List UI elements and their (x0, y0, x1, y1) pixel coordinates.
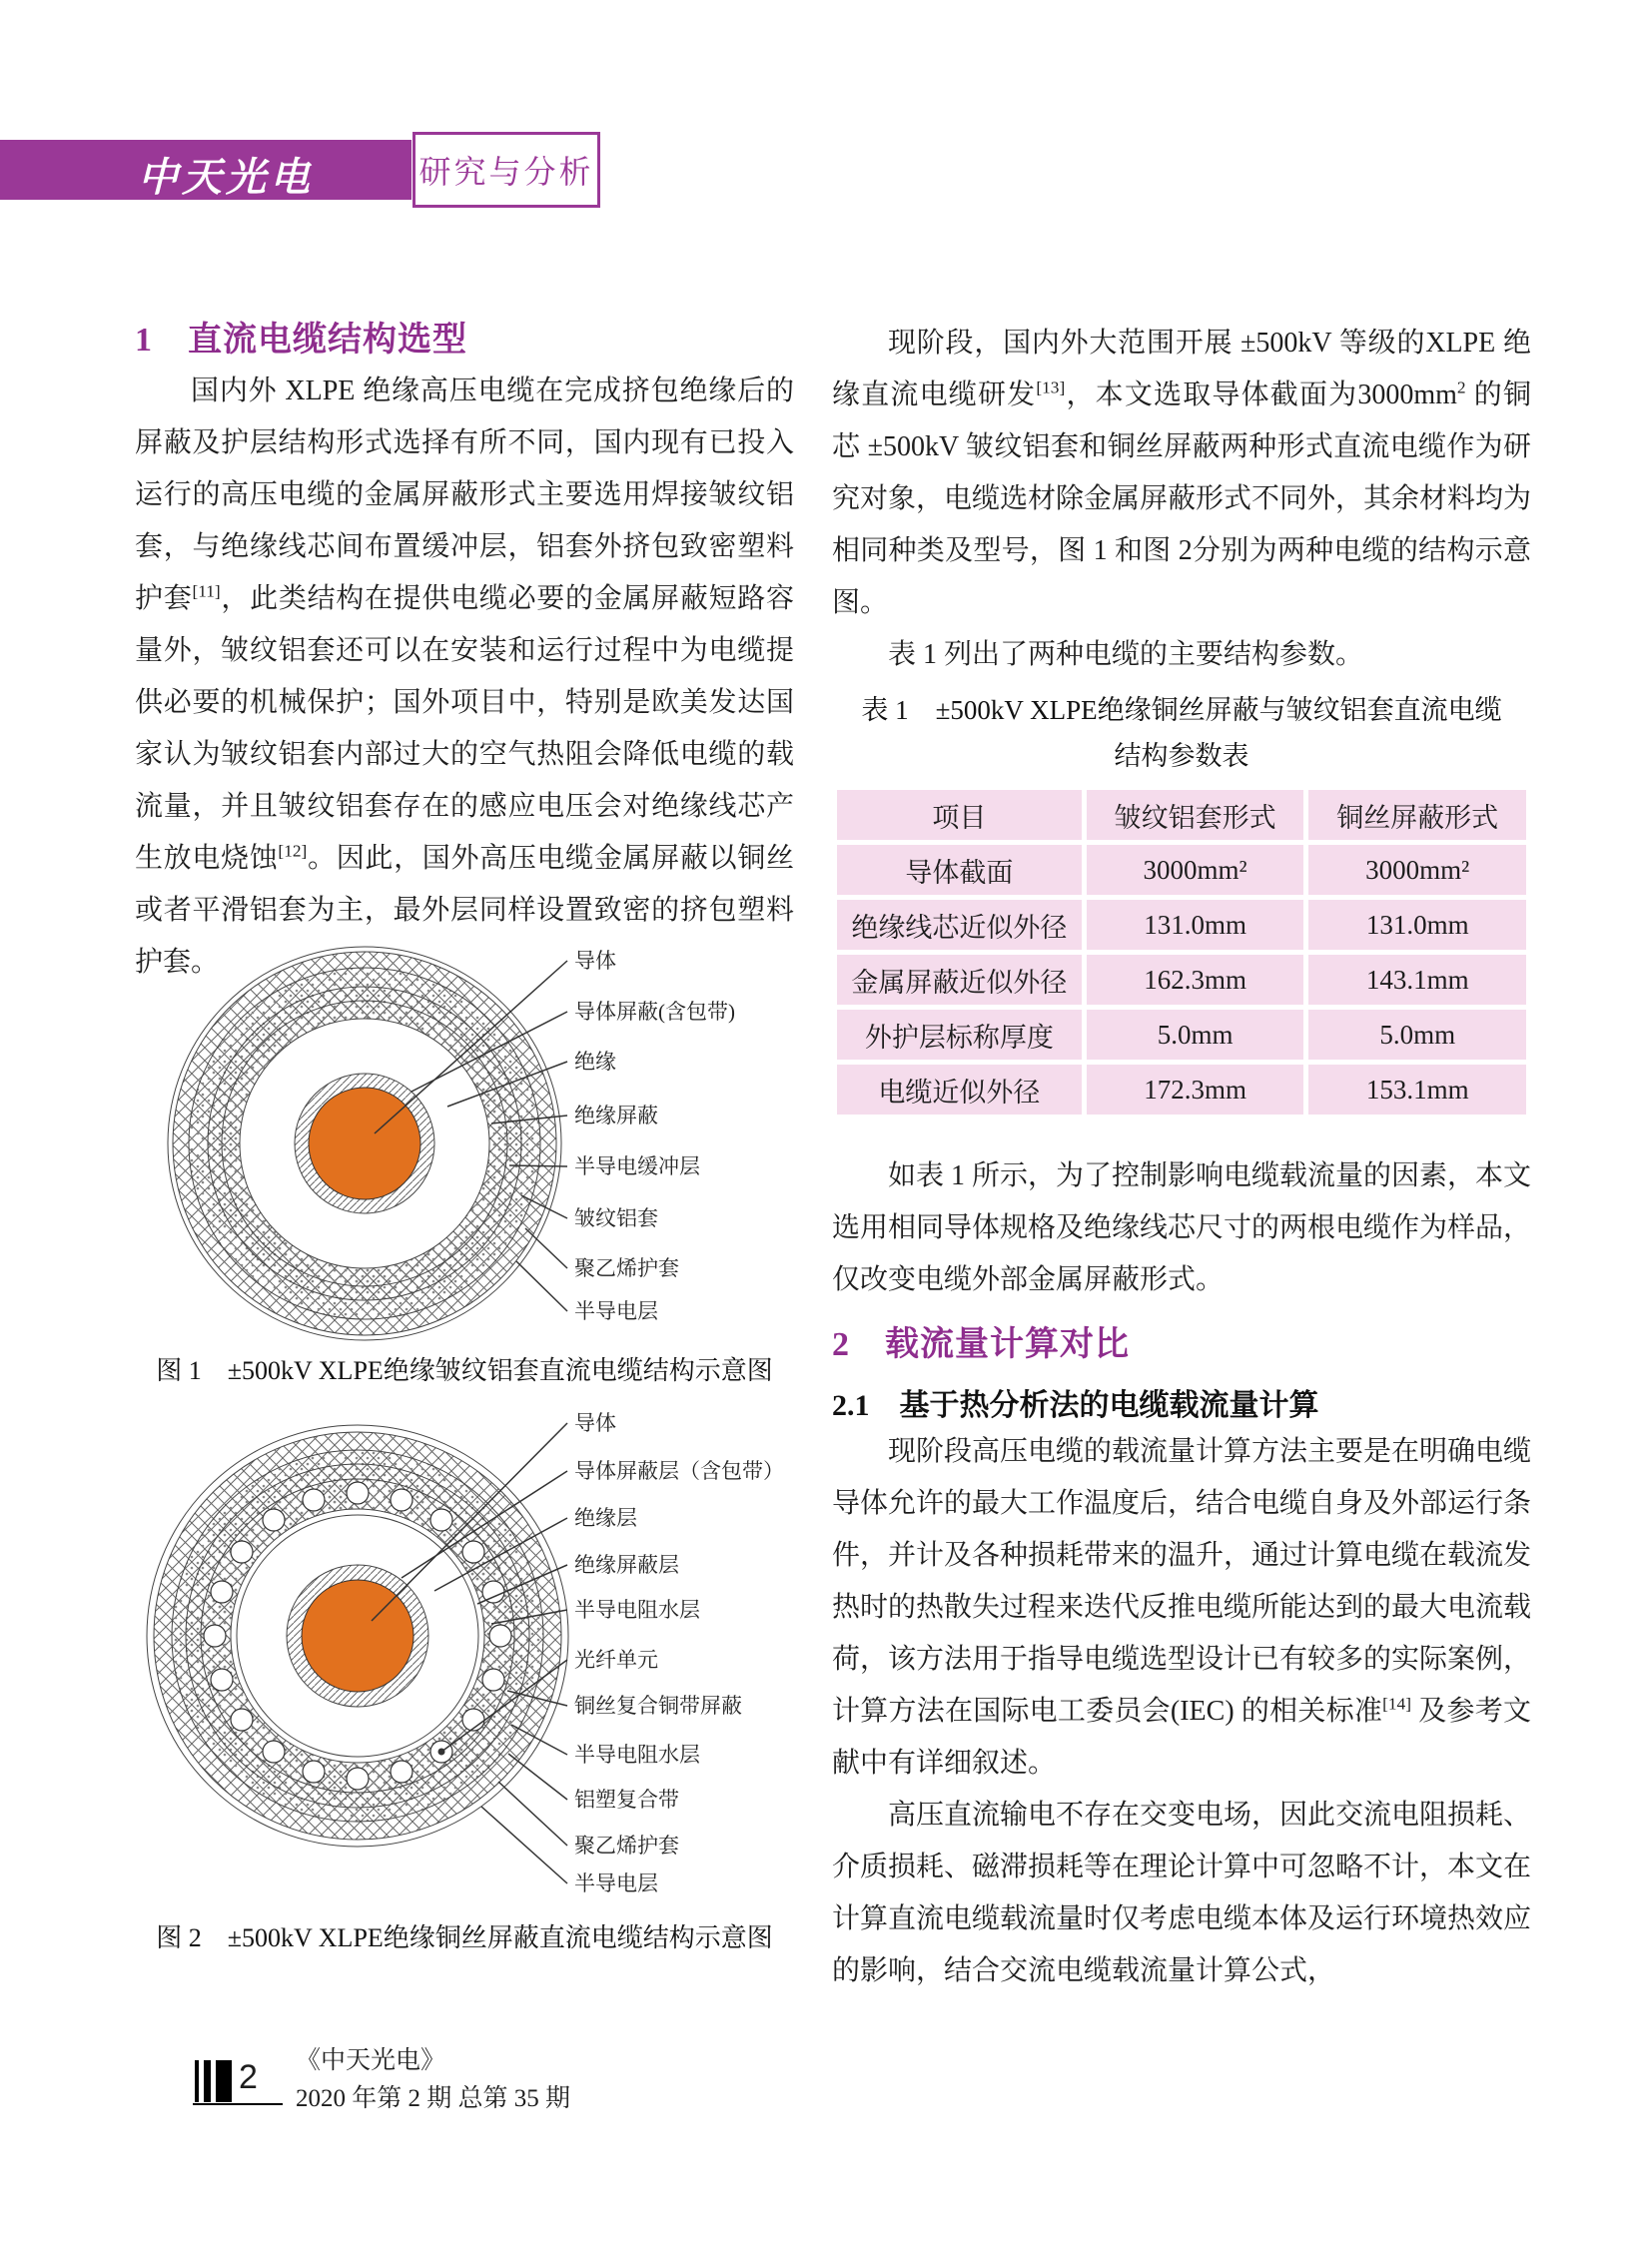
table-1-caption-line1: 表 1 ±500kV XLPE绝缘铜丝屏蔽与皱纹铝套直流电缆 (861, 695, 1502, 725)
figure1-label: 绝缘屏蔽 (574, 1104, 658, 1127)
table-cell: 电缆近似外径 (837, 1065, 1082, 1115)
paragraph-cable-structure (135, 366, 794, 989)
table-cell: 5.0mm (1087, 1010, 1304, 1060)
table-header-row (837, 790, 1526, 840)
figure1-label: 聚乙烯护套 (574, 1256, 679, 1280)
footer-issue-info: 2020 年第 2 期 总第 35 期 (296, 2085, 571, 2112)
figure2-label: 半导电阻水层 (574, 1598, 700, 1622)
column-badge-label: 研究与分析 (418, 154, 594, 190)
figure2-label: 光纤单元 (574, 1648, 658, 1672)
figure1-label: 皱纹铝套 (574, 1206, 658, 1230)
citation-ref-13: [13] (1036, 377, 1066, 397)
figure1-label: 半导电缓冲层 (574, 1154, 700, 1178)
figure2-label: 半导电阻水层 (574, 1743, 700, 1767)
figure-2-copper-wire-screen-cable (140, 1406, 799, 1905)
figure2-label: 绝缘屏蔽层 (574, 1553, 679, 1577)
text-run: 的铜芯 ±500kV 皱纹铝套和铜丝屏蔽两种形式直流电缆作为研究对象，电缆选材除金属屏蔽形式不同外，其余材料均为相同种类及型号，图 1 和图 2分别为两种电缆的结构示意图。 (832, 379, 1532, 618)
journal-logo: 中天光电 (138, 155, 314, 200)
paragraph-ampacity-method (832, 1426, 1531, 1997)
section-2-heading: 2 载流量计算对比 (832, 1326, 1130, 1363)
footer-divider (193, 2103, 283, 2105)
table-cell: 131.0mm (1087, 900, 1304, 950)
table-cell: 绝缘线芯近似外径 (837, 900, 1082, 950)
paragraph-sample-selection (832, 1150, 1531, 1306)
table-1-caption-line2: 结构参数表 (1114, 741, 1249, 771)
text-run: ，此类结构在提供电缆必要的金属屏蔽短路容量外，皱纹铝套还可以在安装和运行过程中为电缆提供必要的机械保护；国外项目中，特别是欧美发达国家认为皱纹铝套内部过大的空气热阻会降低电缆的载流量，并且皱纹铝套存在的感应电压会对绝缘线芯产生放电烧蚀 (135, 583, 794, 874)
table-cell: 5.0mm (1308, 1010, 1526, 1060)
text-run: ，本文选取导体截面为3000mm (1065, 379, 1457, 410)
table-header-cell: 铜丝屏蔽形式 (1308, 790, 1526, 840)
figure2-label: 半导电层 (574, 1871, 658, 1895)
section-1-heading: 1 直流电缆结构选型 (135, 322, 467, 359)
table-header-cell: 皱纹铝套形式 (1087, 790, 1304, 840)
citation-ref-11: [11] (192, 581, 221, 601)
footer-journal-info (296, 2042, 570, 2118)
table-cell: 3000mm² (1308, 845, 1526, 895)
table-cell: 外护层标称厚度 (837, 1010, 1082, 1060)
table-header-cell: 项目 (837, 790, 1082, 840)
text-run: 现阶段，国内外大范围开展 ±500kV 等级的XLPE 绝缘直流电缆研发 (832, 328, 1531, 410)
figure2-label: 铜丝复合铜带屏蔽 (574, 1694, 742, 1718)
table-cell: 162.3mm (1087, 955, 1304, 1005)
text-run: 及参考文献中有详细叙述。 (832, 1696, 1531, 1779)
citation-ref-12: [12] (278, 841, 308, 861)
footer-journal-name: 《中天光电》 (296, 2047, 446, 2074)
table-1-structure-parameters (832, 785, 1531, 1120)
table-row (837, 1010, 1526, 1060)
table-cell: 金属屏蔽近似外径 (837, 955, 1082, 1005)
section-2-1-heading: 2.1 基于热分析法的电缆载流量计算 (832, 1389, 1319, 1422)
table-cell: 导体截面 (837, 845, 1082, 895)
figure2-label: 绝缘层 (574, 1506, 637, 1530)
paragraph-table-intro: 表 1 列出了两种电缆的主要结构参数。 (888, 639, 1364, 670)
table-row (837, 845, 1526, 895)
table-cell: 153.1mm (1308, 1065, 1526, 1115)
table-row (837, 1065, 1526, 1115)
table-row (837, 955, 1526, 1005)
table-cell: 172.3mm (1087, 1065, 1304, 1115)
figure2-label: 导体 (574, 1411, 616, 1435)
footer-bar-icon (204, 2060, 211, 2102)
superscript-2: 2 (1456, 377, 1466, 397)
table-cell: 3000mm² (1087, 845, 1304, 895)
footer-bar-icon (216, 2060, 232, 2102)
figure2-label: 铝塑复合带 (574, 1788, 679, 1812)
figure-1-caption: 图 1 ±500kV XLPE绝缘皱纹铝套直流电缆结构示意图 (156, 1356, 773, 1385)
table-cell: 143.1mm (1308, 955, 1526, 1005)
figure-1-corrugated-aluminium-cable (140, 944, 799, 1353)
conductor-core (302, 1580, 413, 1692)
text-run: 如表 1 所示，为了控制影响电缆载流量的因素，本文选用相同导体规格及绝缘线芯尺寸的两根电缆作为样品，仅改变电缆外部金属屏蔽形式。 (832, 1160, 1532, 1295)
figure2-label: 聚乙烯护套 (574, 1834, 679, 1858)
figure1-label: 半导电层 (574, 1299, 658, 1323)
paragraph-research-scope (832, 318, 1531, 681)
page-footer (193, 2042, 612, 2132)
header-bar (0, 140, 412, 200)
text-run: 国内外 XLPE 绝缘高压电缆在完成挤包绝缘后的屏蔽及护层结构形式选择有所不同，国内现有已投入运行的高压电缆的金属屏蔽形式主要选用焊接皱纹铝套，与绝缘线芯间布置缓冲层，铝套外挤包致密塑料护套 (135, 375, 794, 614)
citation-ref-14: [14] (1382, 1694, 1412, 1714)
column-badge (413, 132, 600, 208)
figure1-label: 导体 (574, 949, 616, 973)
table-cell: 131.0mm (1308, 900, 1526, 950)
table-row (837, 900, 1526, 950)
footer-bar-icon (195, 2060, 199, 2102)
conductor-core (309, 1088, 420, 1199)
page-number: 2 (239, 2058, 258, 2096)
paragraph-dc-losses: 高压直流输电不存在交变电场，因此交流电阻损耗、介质损耗、磁滞损耗等在理论计算中可忽略不计，本文在计算直流电缆载流量时仅考虑电缆本体及运行环境热效应的影响，结合交流电缆载流量计算公式， (832, 1800, 1532, 1986)
figure-2-caption: 图 2 ±500kV XLPE绝缘铜丝屏蔽直流电缆结构示意图 (156, 1923, 773, 1952)
text-run: 。因此，国外高压电缆金属屏蔽以铜丝或者平滑铝套为主，最外层同样设置致密的挤包塑料护套。 (135, 843, 794, 978)
figure2-label: 导体屏蔽层（含包带） (574, 1459, 784, 1483)
figure1-label: 导体屏蔽(含包带) (574, 1000, 735, 1024)
table-1-caption (832, 687, 1531, 779)
text-run: 现阶段高压电缆的载流量计算方法主要是在明确电缆导体允许的最大工作温度后，结合电缆自身及外部运行条件，并计及各种损耗带来的温升，通过计算电缆在载流发热时的热散失过程来迭代反推电缆所能达到的最大电流载荷，该方法用于指导电缆选型设计已有较多的实际案例，计算方法在国际电工委员会(IEC) 的相关标准 (832, 1436, 1532, 1727)
figure1-label: 绝缘 (574, 1050, 616, 1074)
